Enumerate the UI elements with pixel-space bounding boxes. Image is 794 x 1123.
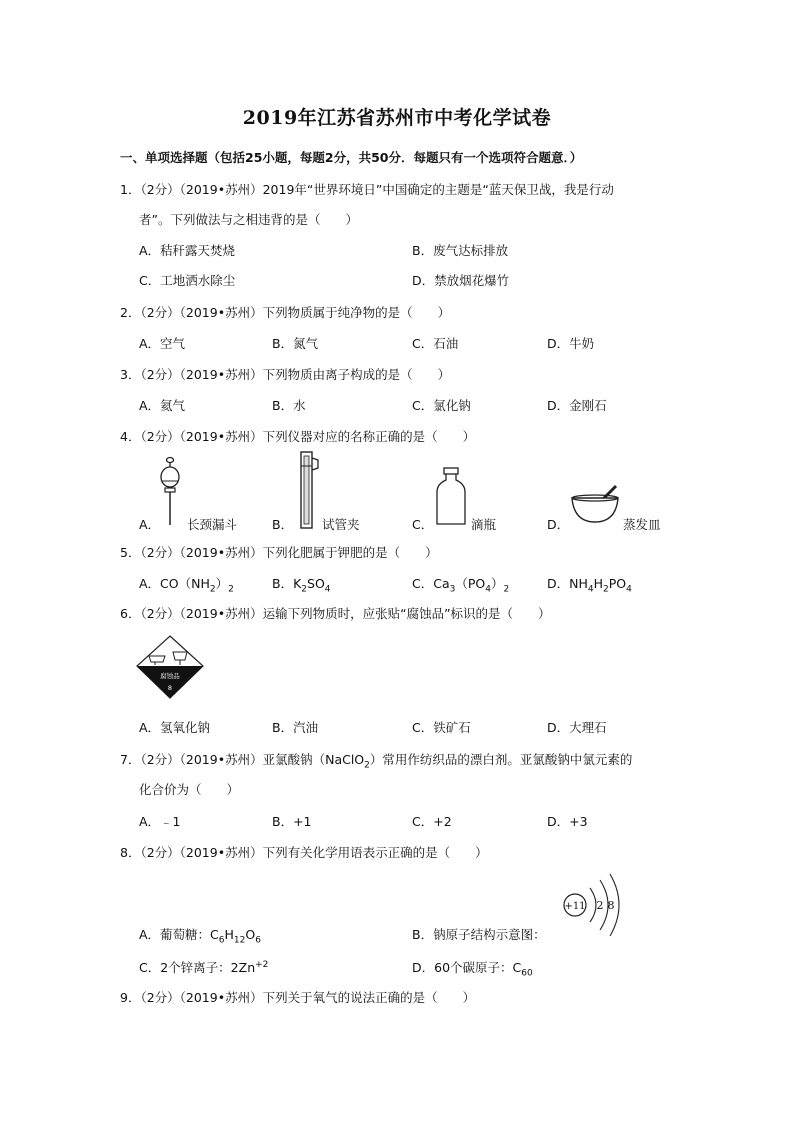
q4-option-a-name: 长颈漏斗 (187, 517, 238, 532)
q2-option-b: B．氮气 (272, 336, 319, 351)
q5-stem: 5．（2分）（2019•苏州）下列化肥属于钾肥的是（ ） (120, 545, 438, 560)
q8-option-b: B．钠原子结构示意图： (412, 927, 546, 942)
sodium-atom-structure-icon (558, 870, 628, 940)
q4-option-c-name: 滴瓶 (471, 517, 497, 532)
dropping-bottle-icon (434, 466, 468, 528)
q1-stem-line1: 1．（2分）（2019•苏州）2019年“世界环境日”中国确定的主题是“蓝天保卫战，我是行动 (120, 182, 614, 197)
q4-option-c-letter: C． (412, 517, 434, 532)
q4-option-a-letter: A． (139, 517, 161, 532)
q7-stem-line2: 化合价为（ ） (139, 782, 240, 797)
q7-option-a: A．﹣1 (139, 814, 181, 829)
q7-option-c: C．+2 (412, 814, 452, 829)
q7-option-b: B．+1 (272, 814, 312, 829)
q4-option-b-name: 试管夹 (322, 517, 360, 532)
q2-option-a: A．空气 (139, 336, 186, 351)
atom-shell-1: 2 (596, 899, 604, 912)
q8-option-a: A．葡萄糖：$C_6H_{12}O_6$ (139, 927, 261, 946)
q1-option-d: D．禁放烟花爆竹 (412, 273, 510, 288)
test-tube-holder-icon (296, 450, 322, 530)
corrosive-sign-label: 腐蚀品 (160, 672, 180, 680)
mortar-and-pestle-icon (570, 482, 622, 526)
q8-stem: 8．（2分）（2019•苏州）下列有关化学用语表示正确的是（ ） (120, 845, 488, 860)
q3-stem: 3．（2分）（2019•苏州）下列物质由离子构成的是（ ） (120, 367, 451, 382)
page-title: 2019年江苏省苏州市中考化学试卷 (242, 107, 552, 129)
corrosive-sign-class: 8 (167, 684, 173, 692)
q1-option-c: C．工地洒水除尘 (139, 273, 236, 288)
q1-option-b: B．废气达标排放 (412, 243, 509, 258)
q4-option-b-letter: B． (272, 517, 294, 532)
q8-option-d: D．60个碳原子：$C_{60}$ (412, 960, 533, 979)
q6-option-c: C．铁矿石 (412, 720, 471, 735)
q5-option-d: D．$NH_4H_2PO_4$ (547, 576, 632, 595)
long-neck-funnel-icon (156, 455, 186, 527)
q2-stem: 2．（2分）（2019•苏州）下列物质属于纯净物的是（ ） (120, 305, 451, 320)
q5-option-b: B．$K_2SO_4$ (272, 576, 331, 595)
q3-option-b: B．水 (272, 398, 306, 413)
q4-option-d-letter: D． (547, 517, 570, 532)
q1-stem-line2: 者”。下列做法与之相违背的是（ ） (139, 212, 358, 227)
q6-option-a: A．氢氧化钠 (139, 720, 211, 735)
q4-stem: 4．（2分）（2019•苏州）下列仪器对应的名称正确的是（ ） (120, 429, 476, 444)
q3-option-a: A．氦气 (139, 398, 186, 413)
q7-stem-line1: 7．（2分）（2019•苏州）亚氯酸钠（NaClO$_2$）常用作纺织品的漂白剂。亚氯酸钠中氯元素的 (120, 752, 633, 771)
q1-option-a: A．秸秆露天焚烧 (139, 243, 236, 258)
q6-stem: 6．（2分）（2019•苏州）运输下列物质时，应张贴“腐蚀品”标识的是（ ） (120, 606, 551, 621)
atom-shell-2: 8 (607, 899, 615, 912)
q3-option-d: D．金刚石 (547, 398, 607, 413)
q5-option-c: C．$Ca_3(PO_4)_2$ (412, 576, 510, 595)
q9-stem: 9．（2分）（2019•苏州）下列关于氧气的说法正确的是（ ） (120, 990, 476, 1005)
q6-option-d: D．大理石 (547, 720, 607, 735)
section-header: 一、单项选择题（包括25小题，每题2分，共50分．每题只有一个选项符合题意．） (120, 150, 583, 165)
q4-option-d-name: 蒸发皿 (623, 517, 661, 532)
q6-option-b: B．汽油 (272, 720, 319, 735)
corrosive-hazard-sign-icon (135, 634, 205, 700)
q8-option-c: C．2个锌离子：$2Zn^{+2}$ (139, 959, 269, 975)
atom-nucleus-label: +11 (564, 901, 586, 912)
q2-option-d: D．牛奶 (547, 336, 595, 351)
q7-option-d: D．+3 (547, 814, 588, 829)
q2-option-c: C．石油 (412, 336, 459, 351)
q3-option-c: C．氯化钠 (412, 398, 471, 413)
q5-option-a: A．$CO(NH_2)_2$ (139, 576, 234, 595)
